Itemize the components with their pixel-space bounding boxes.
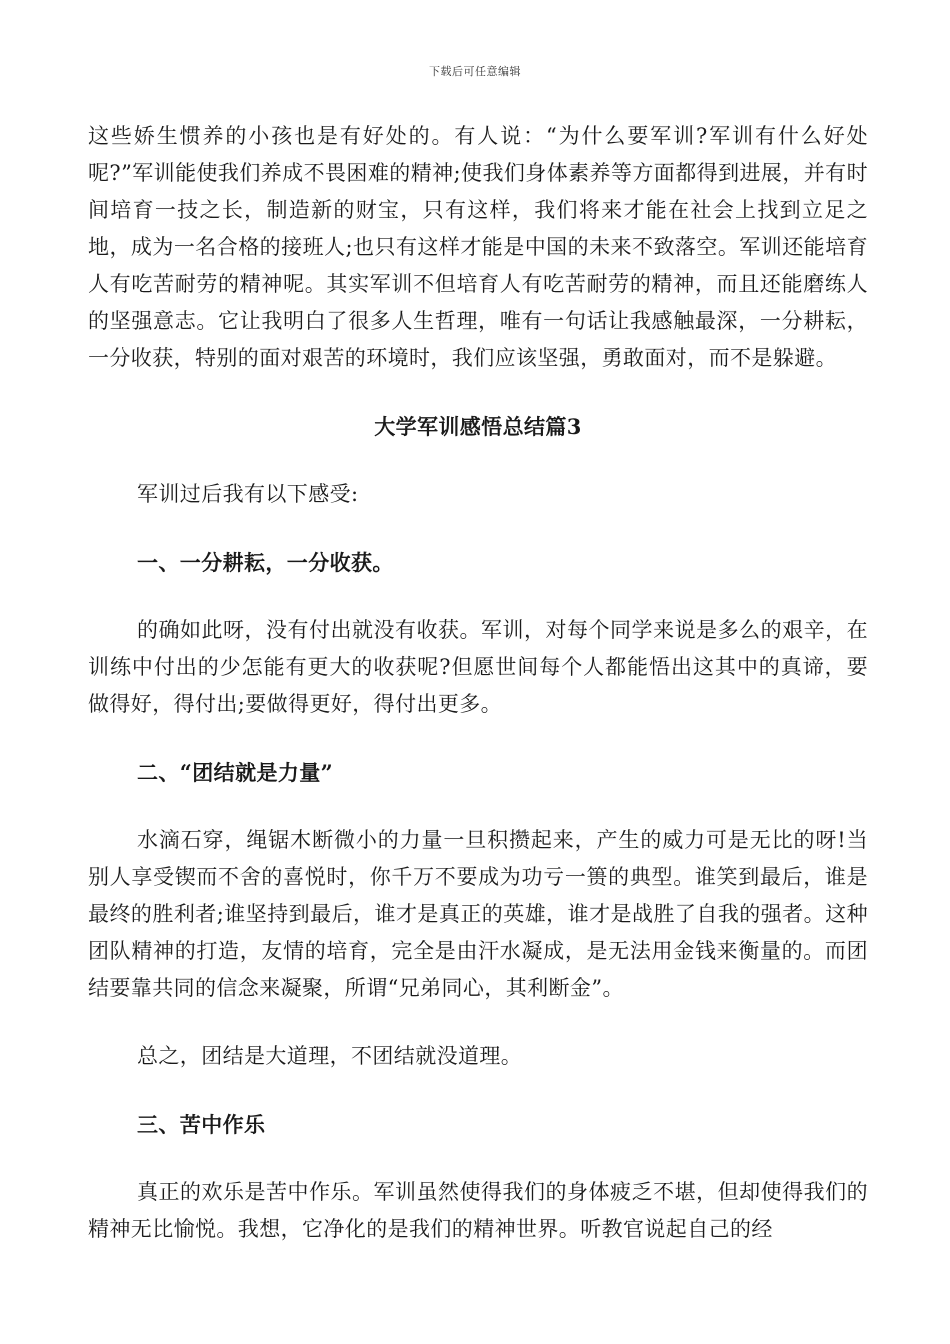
- point-2-summary: 总之，团结是大道理，不团结就没道理。: [137, 1044, 523, 1068]
- point-3-paragraph: 真正的欢乐是苦中作乐。军训虽然使得我们的身体疲乏不堪，但却使得我们的精神无比愉悦。我想，它净化的是我们的精神世界。听教官说起自己的经: [88, 1180, 868, 1241]
- intro-paragraph: 这些娇生惯养的小孩也是有好处的。有人说：“为什么要军训?军训有什么好处呢?”军训能使我们养成不畏困难的精神;使我们身体素养等方面都得到进展，并有时间培育一技之长，制造新的财宝，只有这样，我们将来才能在社会上找到立足之地，成为一名合格的接班人;也只有这样才能是中国的未来不致落空。军训还能培育人有吃苦耐劳的精神呢。其实军训不但培育人有吃苦耐劳的精神，而且还能磨练人的坚强意志。它让我明白了很多人生哲理，唯有一句话让我感触最深，一分耕耘，一分收获，特别的面对艰苦的环境时，我们应该坚强，勇敢面对，而不是躲避。: [88, 124, 868, 370]
- point-1-paragraph: 的确如此呀，没有付出就没有收获。军训，对每个同学来说是多么的艰辛，在训练中付出的少怎能有更大的收获呢?但愿世间每个人都能悟出这其中的真谛，要做得好，得付出;要做得更好，得付出更多。: [88, 618, 868, 716]
- point-2-heading: 二、“团结就是力量”: [137, 760, 334, 785]
- point-2-paragraph: 水滴石穿，绳锯木断微小的力量一旦积攒起来，产生的威力可是无比的呀!当别人享受锲而不舍的喜悦时，你千万不要成为功亏一篑的典型。谁笑到最后，谁是最终的胜利者;谁坚持到最后，谁才是真正的英雄，谁才是战胜了自我的强者。这种团队精神的打造，友情的培育，完全是由汗水凝成，是无法用金钱来衡量的。而团结要靠共同的信念来凝聚，所谓“兄弟同心，其利断金”。: [88, 828, 868, 1000]
- point-3-heading: 三、苦中作乐: [137, 1112, 266, 1137]
- section-title: 大学军训感悟总结篇3: [374, 414, 582, 439]
- page-header: 下载后可任意编辑: [429, 65, 521, 78]
- document-body: [88, 118, 868, 1248]
- point-1-heading: 一、一分耕耘，一分收获。: [137, 550, 394, 575]
- section-opening: 军训过后我有以下感受:: [137, 482, 359, 506]
